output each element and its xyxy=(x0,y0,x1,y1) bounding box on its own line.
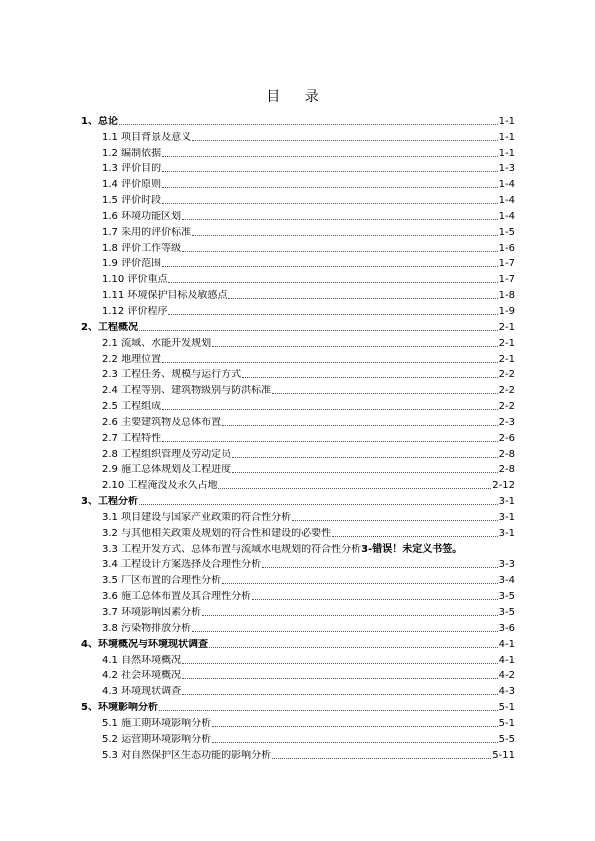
toc-entry-page: 1-7 xyxy=(498,274,515,286)
toc-entry-page: 1-4 xyxy=(498,210,515,222)
toc-section-entry[interactable] xyxy=(81,239,515,255)
toc-dot-leader xyxy=(222,425,498,426)
toc-section-entry[interactable] xyxy=(81,714,515,730)
toc-entry-label: 5.1 施工期环境影响分析 xyxy=(102,717,212,729)
toc-section-entry[interactable] xyxy=(81,476,515,492)
toc-entry-label: 3.4 工程设计方案选择及合理性分析 xyxy=(102,559,262,571)
toc-section-entry[interactable] xyxy=(81,413,515,429)
toc-section-entry[interactable] xyxy=(81,730,515,746)
toc-entry-label: 4.3 环境现状调查 xyxy=(102,686,182,698)
toc-entry-page: 1-9 xyxy=(498,305,515,317)
toc-entry-label: 2.1 流域、水能开发规划 xyxy=(102,337,212,349)
toc-entry-page: 1-1 xyxy=(498,131,515,143)
toc-entry-page: 3-1 xyxy=(498,511,515,523)
toc-entry-label: 1.6 环境功能区划 xyxy=(102,210,182,222)
toc-chapter-entry[interactable] xyxy=(81,112,515,128)
toc-entry-label: 3.5 厂区布置的合理性分析 xyxy=(102,575,222,587)
toc-dot-leader xyxy=(262,567,498,568)
toc-entry-page: 3-5 xyxy=(498,607,515,618)
toc-dot-leader xyxy=(168,282,497,283)
toc-dot-leader xyxy=(292,520,498,521)
toc-entry-label: 2.7 工程特性 xyxy=(102,432,162,444)
toc-entry-label: 1.10 评价重点 xyxy=(102,274,168,286)
toc-entry-page: 1-1 xyxy=(498,147,515,159)
toc-entry-page: 3-4 xyxy=(498,575,515,587)
toc-dot-leader xyxy=(139,330,498,331)
toc-section-entry[interactable] xyxy=(81,587,515,603)
toc-entry-label: 3.8 污染物排放分析 xyxy=(102,622,192,634)
toc-dot-leader xyxy=(162,171,498,172)
toc-dot-leader xyxy=(212,346,498,347)
toc-dot-leader xyxy=(232,457,498,458)
toc-section-entry[interactable] xyxy=(81,334,515,350)
toc-entry-label: 4.2 社会环境概况 xyxy=(102,670,182,682)
table-of-contents xyxy=(81,112,515,762)
toc-section-entry[interactable] xyxy=(81,682,515,698)
toc-entry-page: 4-3 xyxy=(498,686,515,698)
toc-section-entry[interactable] xyxy=(81,571,515,587)
toc-entry-page: 2-1 xyxy=(498,337,515,349)
toc-entry-label: 1.4 评价原则 xyxy=(102,179,162,191)
toc-entry-page: 3-3 xyxy=(498,559,515,571)
toc-section-entry[interactable] xyxy=(81,746,515,762)
toc-dot-leader xyxy=(242,377,498,378)
toc-dot-leader xyxy=(202,615,498,616)
toc-dot-leader xyxy=(182,678,498,679)
toc-entry-label: 2、工程概况 xyxy=(81,321,138,333)
toc-entry-page: 2-2 xyxy=(498,369,515,381)
toc-section-entry[interactable] xyxy=(81,508,515,524)
toc-section-entry[interactable] xyxy=(81,270,515,286)
toc-section-entry[interactable] xyxy=(81,175,515,191)
toc-dot-leader xyxy=(168,314,497,315)
toc-entry-label: 5、环境影响分析 xyxy=(81,702,158,714)
toc-entry-page: 2-2 xyxy=(498,401,515,413)
toc-dot-leader xyxy=(119,124,498,125)
toc-entry-label: 1.2 编制依据 xyxy=(102,147,162,159)
toc-section-entry[interactable] xyxy=(81,302,515,318)
toc-section-entry[interactable] xyxy=(81,524,515,540)
toc-dot-leader xyxy=(272,758,491,759)
toc-section-entry[interactable] xyxy=(81,286,515,302)
toc-entry-label: 2.4 工程等别、建筑物级别与防洪标准 xyxy=(102,385,272,397)
toc-section-entry[interactable] xyxy=(81,397,515,413)
toc-entry-label: 1.1 项目背景及意义 xyxy=(102,131,192,143)
toc-dot-leader xyxy=(162,156,498,157)
toc-entry-page: 2-3 xyxy=(498,416,515,428)
toc-entry-label: 3.7 环境影响因素分析 xyxy=(102,607,202,618)
toc-entry-label: 1.3 评价目的 xyxy=(102,163,162,175)
toc-dot-leader xyxy=(182,251,498,252)
toc-dot-leader xyxy=(139,504,498,505)
toc-entry-page: 3-1 xyxy=(498,496,515,508)
toc-section-entry[interactable] xyxy=(81,651,515,667)
toc-entry-page: 5-11 xyxy=(492,749,515,761)
toc-entry-page: 1-3 xyxy=(498,163,515,175)
toc-entry-label: 4、环境概况与环境现状调查 xyxy=(81,638,208,650)
toc-section-entry[interactable] xyxy=(81,556,515,572)
toc-chapter-entry[interactable] xyxy=(81,318,515,334)
toc-entry-page: 2-1 xyxy=(498,353,515,365)
toc-section-entry[interactable] xyxy=(81,255,515,271)
toc-entry-label: 5.2 运营期环境影响分析 xyxy=(102,733,212,745)
toc-entry-page: 2-8 xyxy=(498,448,515,460)
toc-dot-leader xyxy=(212,742,498,743)
toc-entry-label: 3.2 与其他相关政策及规划的符合性和建设的必要性 xyxy=(102,527,332,539)
toc-section-entry[interactable] xyxy=(81,381,515,397)
toc-section-entry[interactable] xyxy=(81,128,515,144)
toc-dot-leader xyxy=(162,203,498,204)
toc-entry-label: 2.3 工程任务、规模与运行方式 xyxy=(102,369,242,381)
toc-entry-page: 2-8 xyxy=(498,464,515,476)
toc-section-entry[interactable] xyxy=(81,366,515,382)
toc-entry-label: 2.8 工程组织管理及劳动定员 xyxy=(102,448,232,460)
toc-section-entry[interactable] xyxy=(81,160,515,176)
toc-entry-page: 3-1 xyxy=(498,527,515,539)
toc-dot-leader xyxy=(192,140,498,141)
toc-dot-leader xyxy=(232,472,498,473)
toc-entry-label: 2.9 施工总体规划及工程进度 xyxy=(102,464,232,476)
toc-section-entry[interactable] xyxy=(81,350,515,366)
toc-chapter-entry[interactable] xyxy=(81,492,515,508)
toc-entry-page: 5-5 xyxy=(498,733,515,745)
toc-section-entry[interactable] xyxy=(81,667,515,683)
toc-section-entry[interactable] xyxy=(81,144,515,160)
toc-entry-page: 1-1 xyxy=(498,115,515,127)
toc-entry-page: 1-5 xyxy=(498,226,515,238)
page-title: 目 录 xyxy=(266,89,329,105)
toc-section-entry[interactable] xyxy=(81,429,515,445)
toc-dot-leader xyxy=(332,536,498,537)
toc-entry-page: 4-1 xyxy=(498,638,515,650)
toc-dot-leader xyxy=(192,235,498,236)
toc-entry-label: 3.1 项目建设与国家产业政策的符合性分析 xyxy=(102,511,292,523)
toc-section-entry[interactable] xyxy=(81,603,515,619)
toc-dot-leader xyxy=(162,441,498,442)
toc-section-entry[interactable] xyxy=(81,445,515,461)
toc-dot-leader xyxy=(162,362,498,363)
toc-dot-leader xyxy=(192,631,498,632)
toc-entry-label: 3、工程分析 xyxy=(81,496,138,508)
toc-entry-label: 1.9 评价范围 xyxy=(102,258,162,270)
toc-chapter-entry[interactable] xyxy=(81,698,515,714)
toc-entry-page: 2-2 xyxy=(498,385,515,397)
toc-dot-leader xyxy=(162,187,498,188)
toc-entry-page: 3-6 xyxy=(498,622,515,634)
toc-entry-label: 1、总论 xyxy=(81,115,118,127)
toc-dot-leader xyxy=(272,393,498,394)
toc-entry-label: 2.6 主要建筑物及总体布置 xyxy=(102,416,222,428)
toc-entry-page: 1-7 xyxy=(498,258,515,270)
toc-entry-page: 2-12 xyxy=(492,480,515,492)
toc-entry-label: 2.5 工程组成 xyxy=(102,401,162,413)
toc-section-entry[interactable] xyxy=(81,461,515,477)
toc-entry-page: 1-4 xyxy=(498,179,515,191)
toc-dot-leader xyxy=(182,663,498,664)
toc-entry-page: 4-1 xyxy=(498,654,515,666)
toc-entry-page: 1-4 xyxy=(498,195,515,207)
toc-entry-label: 3.3 工程开发方式、总体布置与流域水电规划的符合性分析 xyxy=(102,543,362,555)
toc-entry-page: 4-2 xyxy=(498,670,515,682)
toc-chapter-entry[interactable] xyxy=(81,635,515,651)
toc-dot-leader xyxy=(162,266,498,267)
toc-dot-leader xyxy=(159,710,498,711)
toc-entry-label: 2.10 工程淹没及永久占地 xyxy=(102,480,218,492)
toc-entry-label: 1.7 采用的评价标准 xyxy=(102,226,192,238)
toc-dot-leader xyxy=(182,694,498,695)
toc-entry-page: 1-8 xyxy=(498,290,515,302)
toc-section-entry[interactable] xyxy=(81,223,515,239)
toc-entry-label: 3.6 施工总体布置及其合理性分析 xyxy=(102,591,252,603)
toc-dot-leader xyxy=(222,583,498,584)
toc-section-entry[interactable] xyxy=(81,207,515,223)
toc-entry-page: 3-错误！未定义书签。 xyxy=(361,543,463,555)
toc-entry-label: 5.3 对自然保护区生态功能的影响分析 xyxy=(102,749,272,761)
toc-entry-label: 4.1 自然环境概况 xyxy=(102,654,182,666)
toc-section-entry[interactable] xyxy=(81,191,515,207)
toc-entry-label: 1.5 评价时段 xyxy=(102,195,162,207)
toc-dot-leader xyxy=(252,599,498,600)
toc-entry-label: 2.2 地理位置 xyxy=(102,353,162,365)
toc-dot-leader xyxy=(228,298,497,299)
toc-entry-page: 5-1 xyxy=(498,717,515,729)
toc-entry-label: 1.8 评价工作等级 xyxy=(102,242,182,254)
toc-entry-page: 2-1 xyxy=(498,321,515,333)
toc-entry-page: 5-1 xyxy=(498,702,515,714)
toc-dot-leader xyxy=(182,219,498,220)
toc-entry-label: 1.12 评价程序 xyxy=(102,305,168,317)
toc-dot-leader xyxy=(212,726,498,727)
toc-dot-leader xyxy=(162,409,498,410)
toc-entry-label: 1.11 环境保护目标及敏感点 xyxy=(102,290,228,302)
toc-entry-page: 2-6 xyxy=(498,432,515,444)
toc-dot-leader xyxy=(209,647,498,648)
toc-section-entry[interactable] xyxy=(81,540,515,556)
toc-entry-page: 1-6 xyxy=(498,242,515,254)
toc-dot-leader xyxy=(218,488,491,489)
toc-section-entry[interactable] xyxy=(81,619,515,635)
toc-entry-page: 3-5 xyxy=(498,591,515,603)
